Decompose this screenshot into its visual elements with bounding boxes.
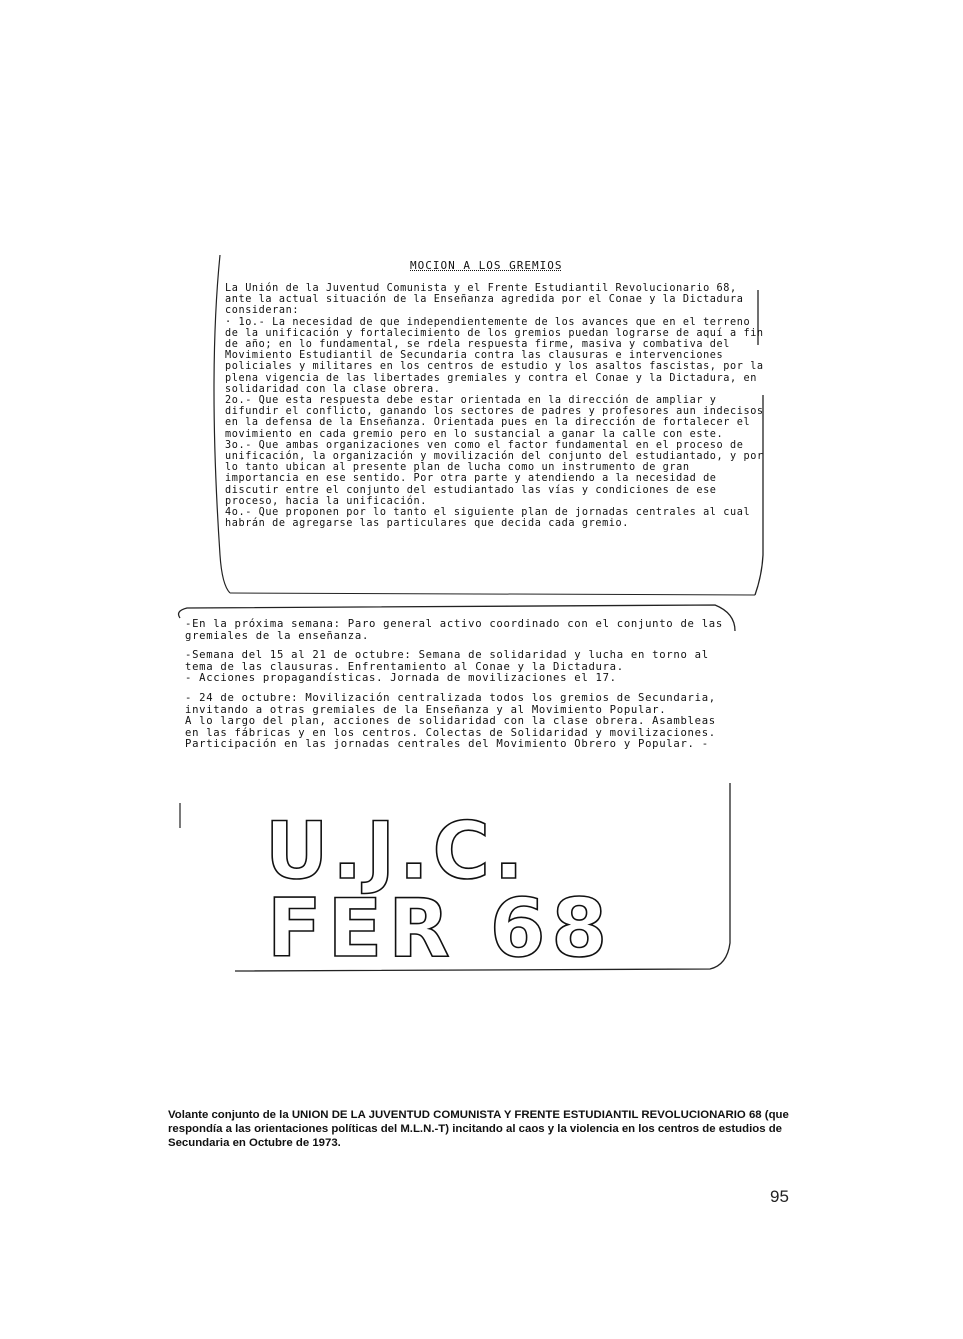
stamp-line-2: FER 68 [267, 882, 614, 960]
organization-stamp [265, 810, 625, 960]
page-number: 95 [770, 1187, 789, 1206]
plan-item-mobilization: - 24 de octubre: Movilización centralizada todos los gremios de Secundaria, invitando a otras gremiales de la Enseñanza y al Movimiento Popular. A lo largo del plan, acciones de solidaridad con la clase obrera. Asambleas en las fábricas y en los centros. Colectas de Solidaridad y movilizaciones. Participación en las jornadas centrales del Movimiento Obrero y Popular. - [185, 691, 716, 751]
motion-point-1: · 1o.- La necesidad de que independientemente de los avances que en el terreno de la unificación y fortalecimiento de los gremios puedan lograrse de aquí a fin de año; en lo fundamental, se rdela respuesta firme, masiva y combativa del Movimiento Estudiantil de Secundaria contra las clausuras e intervenciones policiales y militares en los centros de estudio y los asaltos fascistas, por la plena vigencia de las libertades gremiales y contra el Conae y la Dictadura, en solidaridad con la clase obrera. [225, 316, 771, 395]
figure-caption: Volante conjunto de la UNION DE LA JUVENTUD COMUNISTA Y FRENTE ESTUDIANTIL REVOLUCIONARIO 68 (que respondía a las orientaciones políticas del M.L.N.-T) incitando al caos y la violencia en los centros de estudios de Secundaria en Octubre de 1973. [168, 1109, 789, 1149]
motion-point-3: 3o.- Que ambas organizaciones ven como el factor fundamental en el proceso de unificación, la organización y movilización del conjunto del estudiantado, y por lo tanto ubican al presente plan de lucha como un instrumento de gran importancia en ese sentido. Por otra parte y atendiendo a la necesidad de discutir entre el conjunto del estudiantado las vías y condiciones de ese proceso, hacia la unificación. [225, 439, 771, 507]
plan-item-general-strike: -En la próxima semana: Paro general activo coordinado con el conjunto de las gremiales de la enseñanza. [185, 618, 731, 642]
plan-body [185, 619, 735, 759]
motion-intro: La Unión de la Juventud Comunista y el Frente Estudiantil Revolucionario 68, ante la actual situación de la Enseñanza agredida por el Conae y la Dictadura consideran: [225, 283, 751, 317]
motion-point-4: 4o.- Que proponen por lo tanto el siguiente plan de jornadas centrales al cual habrán de agregarse las particulares que decida cada gremio. [225, 507, 757, 530]
motion-point-2: 2o.- Que esta respuesta debe estar orientada en la dirección de ampliar y difundir el conflicto, ganando los sectores de padres y profesores aun indecisos en la defensa de la Enseñanza. Orientada pues en la dirección de fortalecer el movimiento en cada gremio pero en lo sustancial a ganar la calle con este. [225, 395, 771, 440]
stamp-line-1: U.J.C. [265, 810, 528, 897]
motion-section [210, 255, 771, 595]
motion-title: MOCION A LOS GREMIOS [410, 259, 563, 272]
motion-body [225, 283, 771, 530]
plan-item-solidarity-week: -Semana del 15 al 21 de octubre: Semana de solidaridad y lucha en torno al tema de las clausuras. Enfrentamiento al Conae y la Dictadura. - Acciones propagandísticas. Jornada de movilizaciones el 17. [185, 649, 709, 685]
